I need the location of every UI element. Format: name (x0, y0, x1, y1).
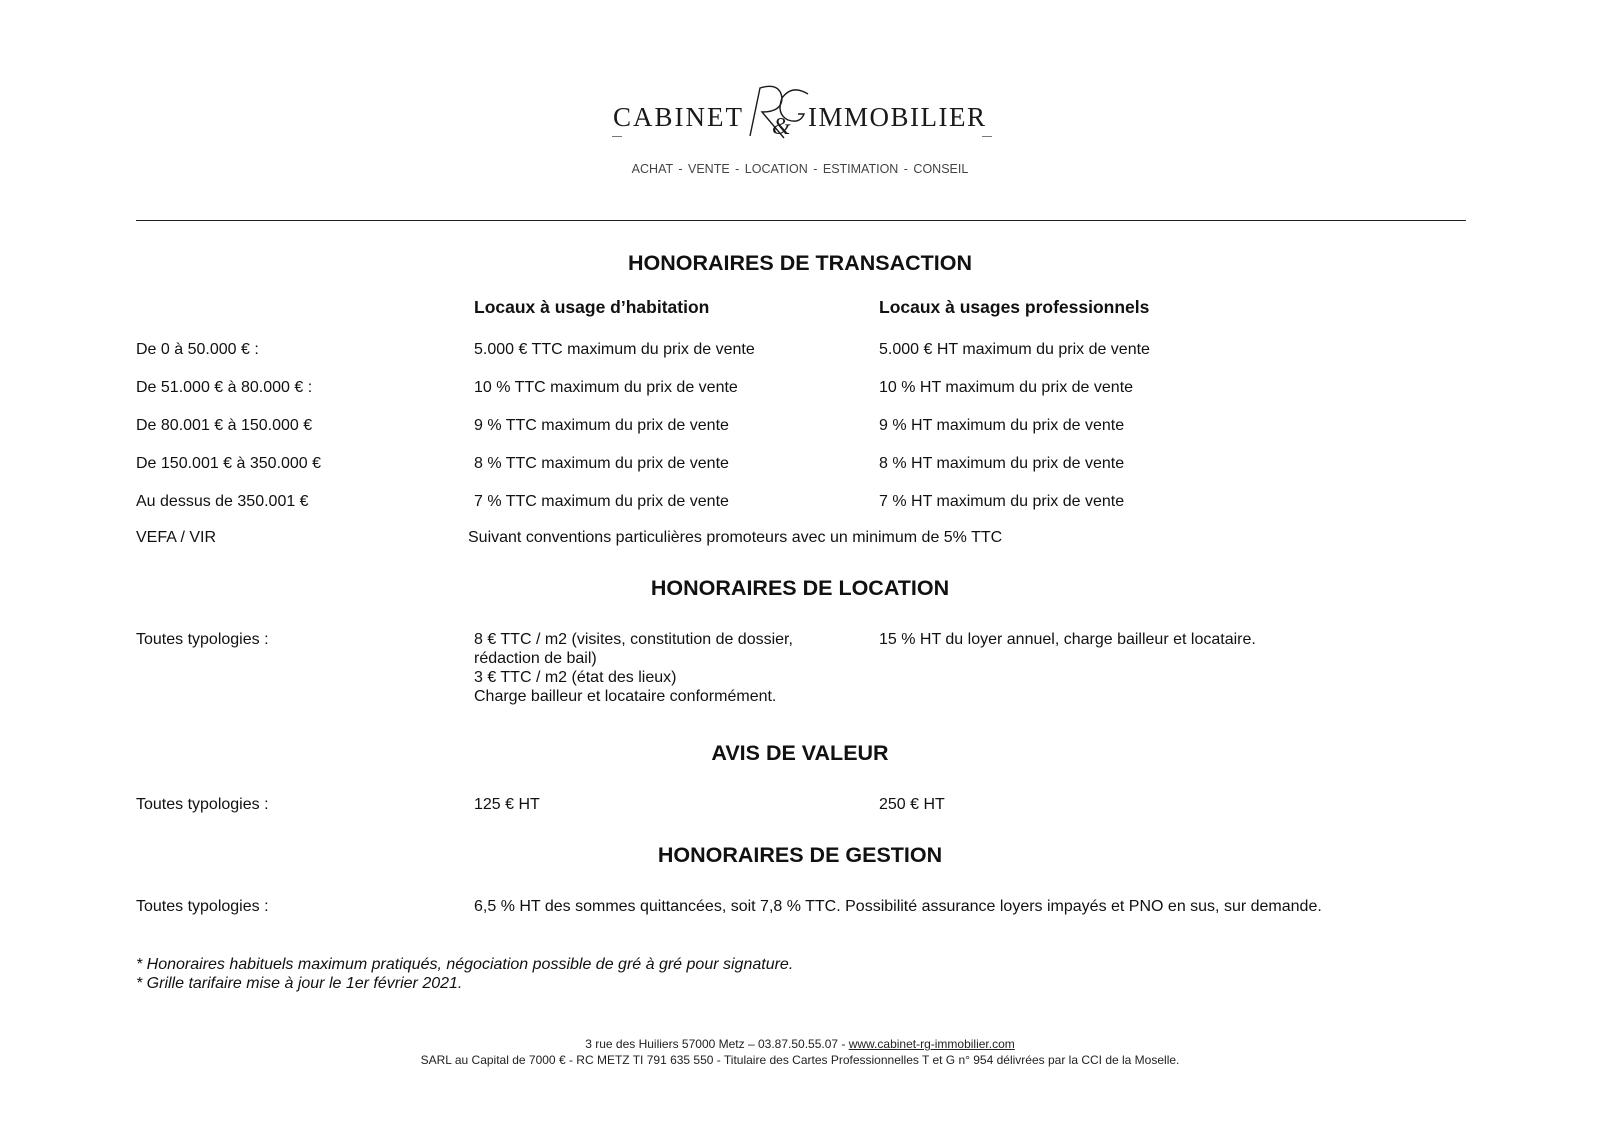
row-range: De 150.001 € à 350.000 € (136, 455, 322, 472)
row-range: De 51.000 € à 80.000 € : (136, 379, 313, 396)
row-habitation-fee: 8 % TTC maximum du prix de vente (474, 455, 729, 472)
footnote: * Honoraires habituels maximum pratiqués, négociation possible de gré à gré pour signature. (136, 956, 794, 973)
cabinet-rg-logo (0, 80, 1600, 180)
logo-word-cabinet: CABINET (613, 102, 744, 132)
footer-address (0, 1036, 1600, 1052)
row-professional-fee: 7 % HT maximum du prix de vente (879, 493, 1125, 510)
footer-address-text: 3 rue des Huiliers 57000 Metz – 03.87.50.55.07 - (585, 1037, 849, 1051)
vefa-conditions: Suivant conventions particulières promoteurs avec un minimum de 5% TTC (468, 529, 1003, 546)
row-range: Au dessus de 350.001 € (136, 493, 309, 510)
row-range: De 80.001 € à 150.000 € (136, 417, 313, 434)
location-professional-fee: 15 % HT du loyer annuel, charge bailleur et locataire. (879, 631, 1256, 648)
logo-word-immobilier: IMMOBILIER (808, 102, 987, 132)
row-habitation-fee: 9 % TTC maximum du prix de vente (474, 417, 729, 434)
website-link[interactable]: www.cabinet-rg-immobilier.com (848, 1037, 1015, 1051)
row-habitation-fee: 5.000 € TTC maximum du prix de vente (474, 341, 755, 358)
row-habitation-fee: 7 % TTC maximum du prix de vente (474, 493, 729, 510)
logo-dash-right (982, 136, 992, 137)
logo-ampersand: & (772, 114, 791, 140)
avis-habitation-fee: 125 € HT (474, 796, 540, 813)
header-divider (136, 220, 1466, 221)
row-professional-fee: 5.000 € HT maximum du prix de vente (879, 341, 1150, 358)
footnote: * Grille tarifaire mise à jour le 1er février 2021. (136, 975, 463, 992)
row-range: De 0 à 50.000 € : (136, 341, 259, 358)
logo-tagline: ACHAT - VENTE - LOCATION - ESTIMATION - CONSEIL (631, 162, 969, 176)
gestion-label: Toutes typologies : (136, 898, 269, 915)
heading-transaction: HONORAIRES DE TRANSACTION (627, 251, 972, 275)
location-habitation-fee-line: Charge bailleur et locataire conformément. (474, 688, 777, 705)
gestion-fee: 6,5 % HT des sommes quittancées, soit 7,8 % TTC. Possibilité assurance loyers impayés et PNO en sus, sur demande. (474, 898, 1322, 915)
column-header-habitation: Locaux à usage d’habitation (474, 297, 710, 317)
row-professional-fee: 9 % HT maximum du prix de vente (879, 417, 1125, 434)
row-professional-fee: 8 % HT maximum du prix de vente (879, 455, 1125, 472)
heading-location: HONORAIRES DE LOCATION (650, 576, 950, 600)
heading-avis-de-valeur: AVIS DE VALEUR (711, 741, 889, 765)
location-habitation-fee-line: 8 € TTC / m2 (visites, constitution de dossier, rédaction de bail) (474, 631, 793, 667)
location-habitation-fee-line: 3 € TTC / m2 (état des lieux) (474, 669, 677, 686)
vefa-label: VEFA / VIR (136, 529, 217, 546)
avis-professional-fee: 250 € HT (879, 796, 945, 813)
footer-legal: SARL au Capital de 7000 € - RC METZ TI 791 635 550 - Titulaire des Cartes Professionnelles T et G n° 954 délivrées par la CCI de la Moselle. (420, 1053, 1180, 1067)
row-habitation-fee: 10 % TTC maximum du prix de vente (474, 379, 738, 396)
logo-dash-left (612, 136, 622, 137)
location-label: Toutes typologies : (136, 631, 269, 648)
avis-label: Toutes typologies : (136, 796, 269, 813)
heading-gestion: HONORAIRES DE GESTION (657, 843, 943, 867)
column-header-professional: Locaux à usages professionnels (879, 297, 1150, 317)
row-professional-fee: 10 % HT maximum du prix de vente (879, 379, 1134, 396)
